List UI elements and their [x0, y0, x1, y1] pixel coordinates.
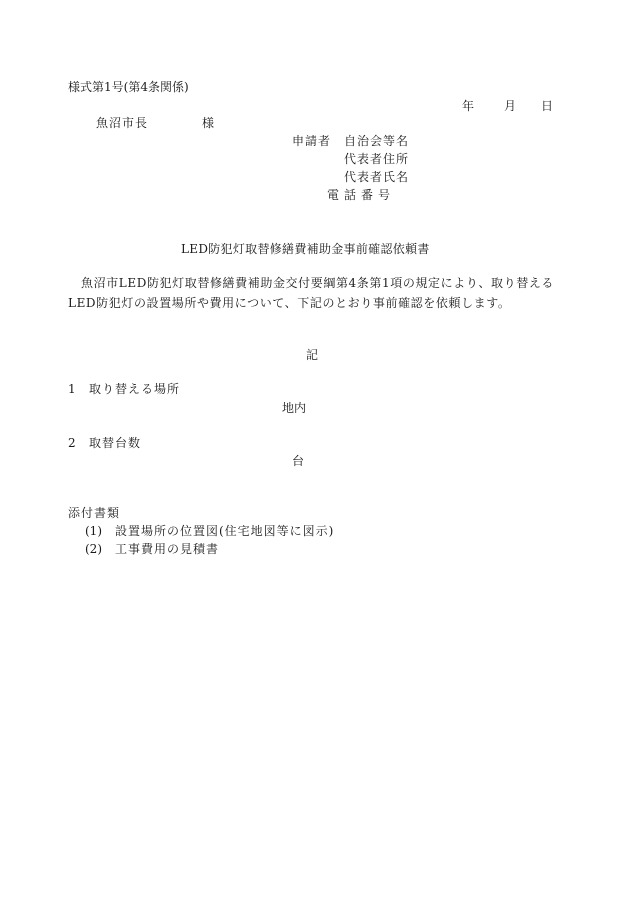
item-1-number: 1	[68, 382, 76, 396]
attachment-1-text: 設置場所の位置図(住宅地図等に図示)	[115, 524, 335, 538]
attachment-2-text: 工事費用の見積書	[115, 542, 220, 556]
item-1-suffix: 地内	[282, 401, 307, 415]
item-2-label: 取替台数	[89, 436, 142, 450]
date-month: 月	[504, 99, 517, 113]
item-1-label: 取り替える場所	[89, 382, 181, 396]
attachments-heading: 添付書類	[68, 506, 121, 520]
date-year: 年	[462, 99, 475, 113]
item-2-suffix: 台	[292, 454, 305, 468]
addressee-honorific: 様	[202, 116, 215, 130]
applicant-phone: 電話番号	[327, 188, 396, 202]
applicant-rep-name: 代表者氏名	[344, 170, 410, 184]
body-text: 魚沼市LED防犯灯取替修繕費補助金交付要綱第4条第1項の規定により、取り替えるLED防犯灯の設置場所や費用について、下記のとおり事前確認を依頼します。	[68, 276, 555, 310]
addressee-name: 魚沼市長	[96, 116, 149, 130]
attachment-2-number: (2)	[85, 542, 102, 556]
document-title: LED防犯灯取替修繕費補助金事前確認依頼書	[181, 242, 430, 256]
body-paragraph	[68, 273, 568, 313]
applicant-rep-address: 代表者住所	[344, 152, 410, 166]
applicant-association: 自治会等名	[344, 134, 410, 148]
date-day: 日	[541, 99, 554, 113]
item-2-number: 2	[68, 436, 76, 450]
applicant-label: 申請者	[292, 134, 332, 148]
ki-heading: 記	[306, 348, 319, 362]
form-number: 様式第1号(第4条関係)	[68, 80, 189, 94]
attachment-1-number: (1)	[85, 524, 102, 538]
